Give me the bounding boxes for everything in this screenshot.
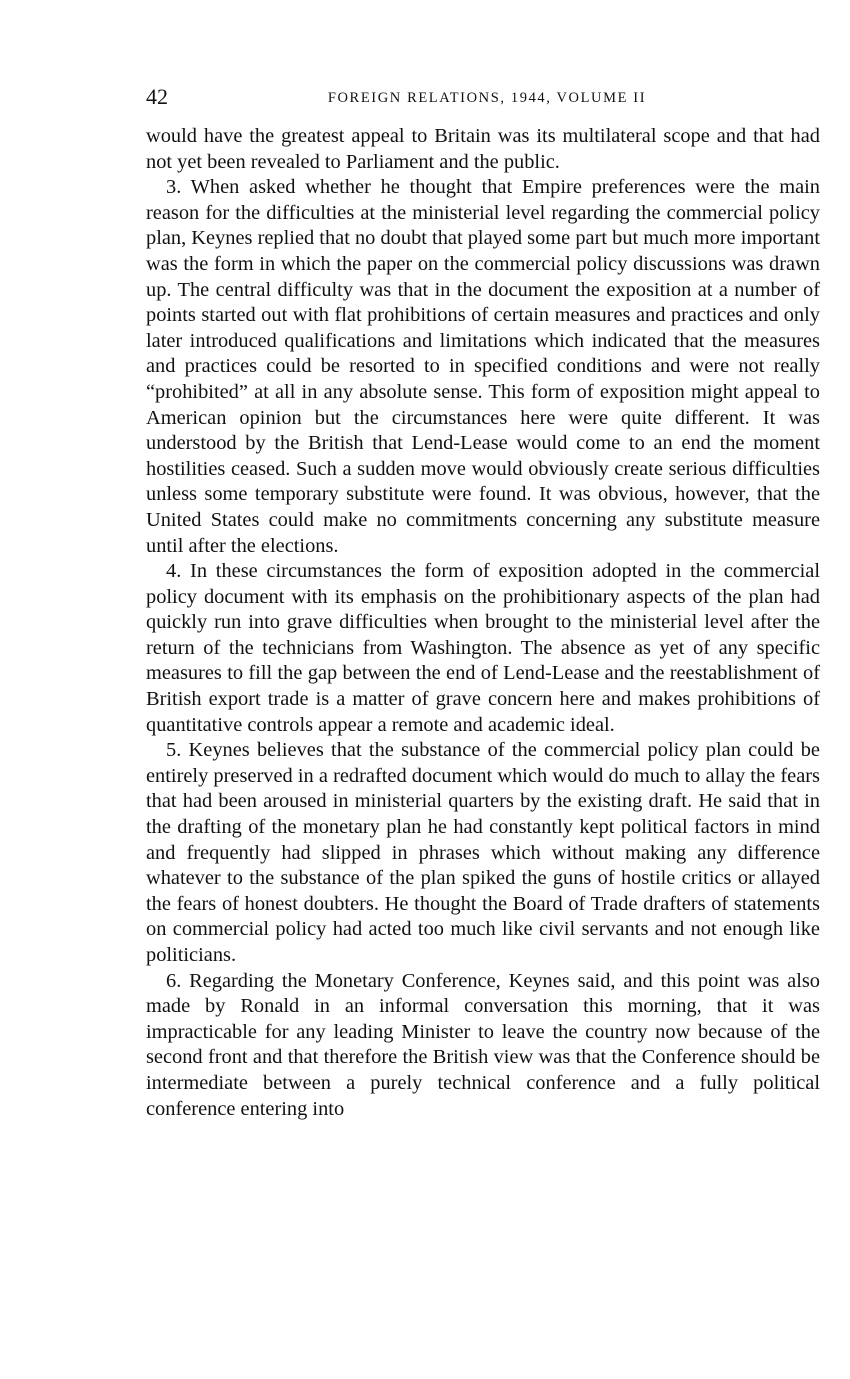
paragraph-3: 3. When asked whether he thought that Empire preferences were the main reason for the difficulties at the ministerial level regarding the commercial policy plan, Keynes replied that no doubt that played some part but much more important was the form in which the paper on the commercial policy discussions was drawn up. The central difficulty was that in the document the exposition at a number of points started out with flat prohibitions of certain measures and practices and only later introduced qualifications and limitations which indicated that the measures and practices could be resorted to in specified conditions and were not really “prohibited” at all in any absolute sense. This form of exposition might appeal to American opinion but the circumstances here were quite different. It was understood by the British that Lend-Lease would come to an end the moment hostilities ceased. Such a sudden move would obviously create serious difficulties unless some temporary substitute were found. It was obvious, however, that the United States could make no commitments concerning any substitute measure until after the elections. (146, 176, 820, 557)
body-text (146, 124, 820, 1122)
document-page (146, 84, 820, 1122)
page-number: 42 (146, 84, 168, 109)
paragraph-continuation: would have the greatest appeal to Britain was its multilateral scope and that had not yet been revealed to Parliament and the public. (146, 125, 820, 173)
paragraph-5: 5. Keynes believes that the substance of the commercial policy plan could be entirely preserved in a redrafted document which would do much to allay the fears that had been aroused in ministerial quarters by the existing draft. He said that in the drafting of the monetary plan he had constantly kept political factors in mind and frequently had slipped in phrases which without making any difference whatever to the substance of the plan spiked the guns of hostile critics or allayed the fears of honest doubters. He thought the Board of Trade drafters of statements on commercial policy had acted too much like civil servants and not enough like politicians. (146, 739, 820, 966)
running-title: FOREIGN RELATIONS, 1944, VOLUME II (327, 90, 647, 106)
running-head (146, 84, 820, 110)
paragraph-6: 6. Regarding the Monetary Conference, Keynes said, and this point was also made by Ronald in an informal conversation this morning, that it was impracticable for any leading Minister to leave the country now because of the second front and that therefore the British view was that the Conference should be intermediate between a purely technical conference and a fully political conference entering into (146, 969, 820, 1120)
paragraph-4: 4. In these circumstances the form of exposition adopted in the commercial policy document with its emphasis on the prohibitionary aspects of the plan had quickly run into grave difficulties when brought to the ministerial level after the return of the technicians from Washington. The absence as yet of any specific measures to fill the gap between the end of Lend-Lease and the reestablishment of British export trade is a matter of grave concern here and makes prohibitions of quantitative controls appear a remote and academic ideal. (146, 560, 820, 736)
